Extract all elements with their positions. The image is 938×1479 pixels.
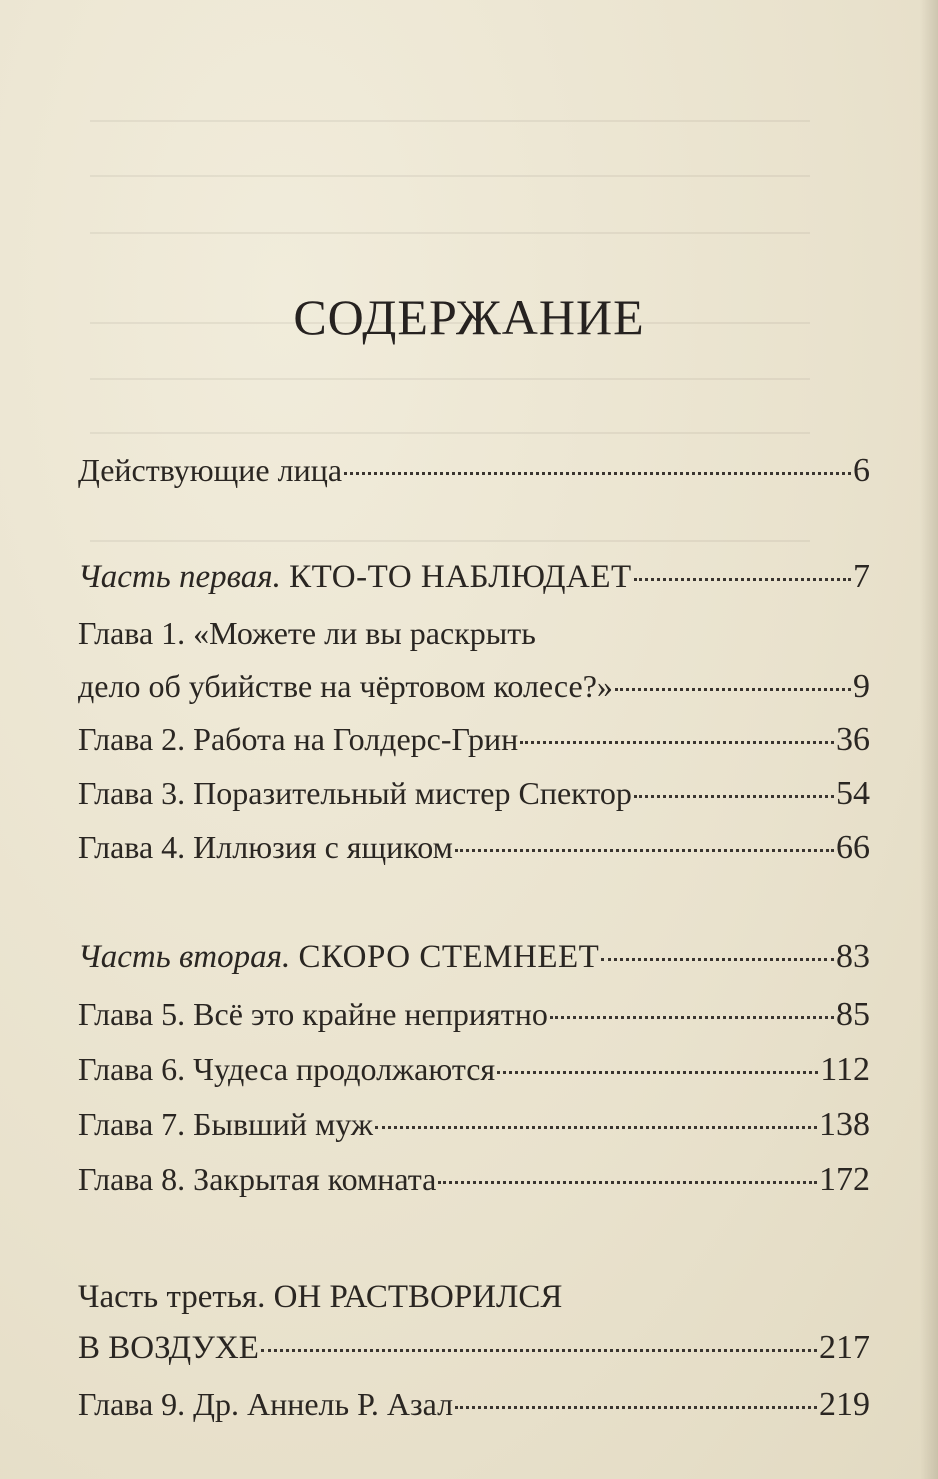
part-prefix: Часть первая. xyxy=(78,559,281,595)
toc-entry-chapter-2 xyxy=(78,719,870,760)
toc-entry-characters xyxy=(78,450,870,491)
toc-entry-label: Глава 9. Др. Аннель Р. Азал xyxy=(78,1386,454,1422)
page-title: СОДЕРЖАНИЕ xyxy=(293,289,645,345)
toc-entry-chapter-4 xyxy=(78,827,870,868)
toc-page-number: 9 xyxy=(853,668,870,705)
dot-leader xyxy=(520,738,834,744)
toc-entry-label: Глава 4. Иллюзия с ящиком xyxy=(78,829,453,865)
toc-entry-label: В ВОЗДУХЕ xyxy=(78,1330,259,1366)
toc-entry-label: дело об убийстве на чёртовом колесе?» xyxy=(78,668,613,704)
toc-entry-chapter-6 xyxy=(78,1049,870,1090)
toc-entry-label: Глава 5. Всё это крайне неприятно xyxy=(78,996,548,1032)
toc-page-number: 66 xyxy=(836,829,870,866)
dot-leader xyxy=(615,685,851,691)
toc-entry-chapter-9 xyxy=(78,1384,870,1425)
dot-leader xyxy=(344,469,851,475)
toc-entry-chapter-5 xyxy=(78,994,870,1035)
toc-page-number: 219 xyxy=(819,1386,870,1423)
toc-entry-chapter-1-line-1: Глава 1. «Можете ли вы раскрыть xyxy=(78,615,536,651)
toc-entry-label: Глава 7. Бывший муж xyxy=(78,1106,373,1142)
toc-entry-part-3-line-1: Часть третья. ОН РАСТВОРИЛСЯ xyxy=(78,1279,563,1315)
toc-page-number: 54 xyxy=(836,775,870,812)
toc-entry-chapter-7 xyxy=(78,1104,870,1145)
toc-entry-label: Действующие лица xyxy=(78,452,343,488)
toc-entry-chapter-3 xyxy=(78,773,870,814)
toc-page-number: 83 xyxy=(836,938,870,975)
dot-leader xyxy=(634,575,851,581)
toc-page-number: 6 xyxy=(853,452,870,489)
part-prefix: Часть вторая. xyxy=(78,939,291,975)
dot-leader xyxy=(634,792,834,798)
dot-leader xyxy=(438,1178,817,1184)
toc-entry-label: Глава 3. Поразительный мистер Спектор xyxy=(78,775,632,811)
toc-entry-part-2 xyxy=(78,937,870,977)
toc-page-number: 112 xyxy=(820,1051,870,1088)
toc-page-number: 7 xyxy=(853,558,870,595)
dot-leader xyxy=(375,1123,817,1129)
toc-entry-label: Глава 8. Закрытая комната xyxy=(78,1161,437,1197)
page-edge-shadow xyxy=(920,0,938,1479)
toc-entry-part-3 xyxy=(78,1328,870,1368)
part-title: КТО-ТО НАБЛЮДАЕТ xyxy=(289,559,632,595)
toc-page-number: 36 xyxy=(836,721,870,758)
dot-leader xyxy=(261,1346,817,1352)
dot-leader xyxy=(497,1068,818,1074)
toc-page-number: 138 xyxy=(819,1106,870,1143)
dot-leader xyxy=(455,1403,817,1409)
toc-page-number: 217 xyxy=(819,1329,870,1366)
toc-page-number: 85 xyxy=(836,996,870,1033)
part-title: СКОРО СТЕМНЕЕТ xyxy=(298,939,600,975)
toc-entry-part-1 xyxy=(78,557,870,597)
toc-page-number: 172 xyxy=(819,1161,870,1198)
dot-leader xyxy=(601,955,834,961)
toc-entry-chapter-1 xyxy=(78,666,870,707)
dot-leader xyxy=(455,846,834,852)
toc-entry-chapter-8 xyxy=(78,1159,870,1200)
toc-entry-label: Глава 6. Чудеса продолжаются xyxy=(78,1051,496,1087)
toc-entry-label: Глава 2. Работа на Голдерс-Грин xyxy=(78,721,519,757)
dot-leader xyxy=(550,1013,834,1019)
